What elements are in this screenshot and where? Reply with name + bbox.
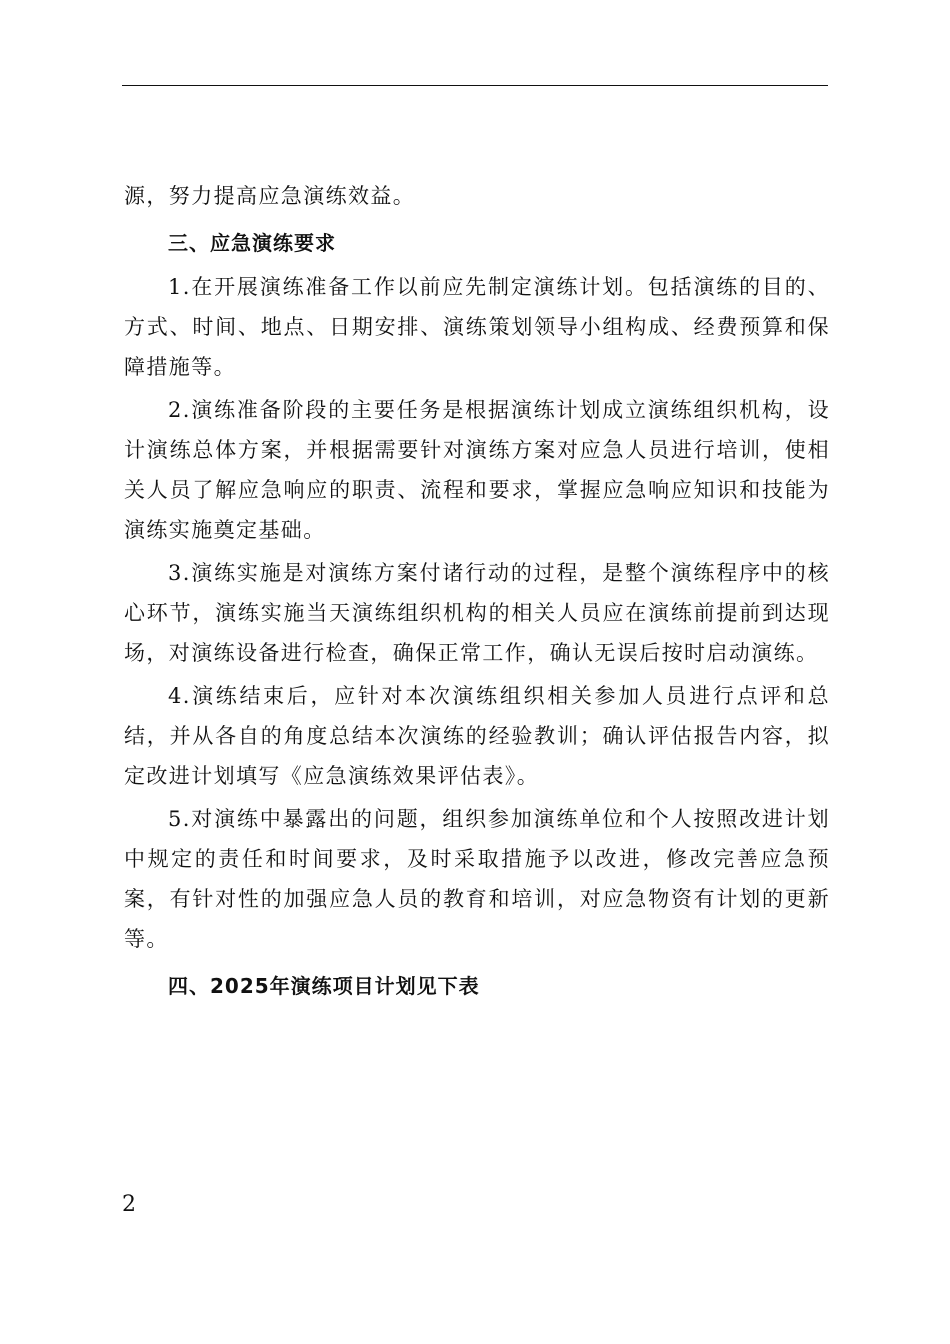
page-number: 2	[122, 1192, 136, 1217]
section-heading-4: 四、2025年演练项目计划见下表	[168, 974, 480, 998]
paragraph-item-2: 2.演练准备阶段的主要任务是根据演练计划成立演练组织机构，设计演练总体方案，并根据需要针对演练方案对应急人员进行培训，使相关人员了解应急响应的职责、流程和要求，掌握应急响应知识和技能为演练实施奠定基础。	[124, 398, 830, 542]
paragraph-item-1: 1.在开展演练准备工作以前应先制定演练计划。包括演练的目的、方式、时间、地点、日期安排、演练策划领导小组构成、经费预算和保障措施等。	[124, 275, 830, 379]
paragraph-item-5: 5.对演练中暴露出的问题，组织参加演练单位和个人按照改进计划中规定的责任和时间要求，及时采取措施予以改进，修改完善应急预案，有针对性的加强应急人员的教育和培训，对应急物资有计划的更新等。	[124, 807, 830, 951]
document-body	[124, 176, 830, 1010]
header-rule	[122, 85, 828, 86]
section-heading-3: 三、应急演练要求	[168, 231, 336, 255]
paragraph-continuation: 源，努力提高应急演练效益。	[124, 184, 416, 208]
paragraph-item-4: 4.演练结束后，应针对本次演练组织相关参加人员进行点评和总结，并从各自的角度总结本次演练的经验教训；确认评估报告内容，拟定改进计划填写《应急演练效果评估表》。	[124, 684, 830, 788]
paragraph-item-3: 3.演练实施是对演练方案付诸行动的过程，是整个演练程序中的核心环节，演练实施当天演练组织机构的相关人员应在演练前提前到达现场，对演练设备进行检查，确保正常工作，确认无误后按时启动演练。	[124, 561, 830, 665]
